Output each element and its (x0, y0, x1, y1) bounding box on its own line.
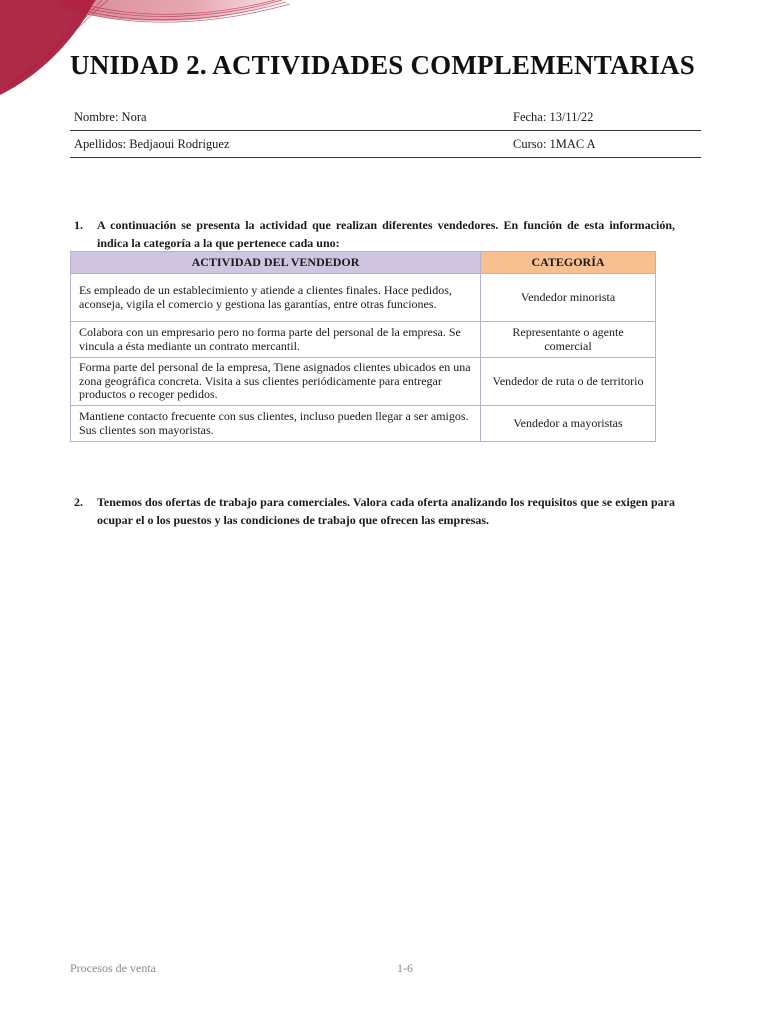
question-2 (70, 493, 675, 529)
activity-cell: Mantiene contacto frecuente con sus clientes, incluso pueden llegar a ser amigos. Sus clientes son mayoristas. (71, 406, 481, 442)
footer-page-number: 1-6 (397, 961, 413, 975)
table-row (71, 406, 656, 442)
category-cell: Vendedor minorista (481, 274, 656, 322)
question-number: 1. (74, 218, 83, 232)
category-cell: Vendedor a mayoristas (481, 406, 656, 442)
table-header-row (71, 252, 656, 274)
table-row (71, 274, 656, 322)
curso-field: Curso: 1MAC A (509, 131, 701, 158)
footer-course-name: Procesos de venta (70, 961, 156, 975)
activity-cell: Forma parte del personal de la empresa, Tiene asignados clientes ubicados en una zona geográfica concreta. Visita a sus clientes periódicamente para entregar productos o recoger pedidos. (71, 358, 481, 406)
category-cell: Representante o agente comercial (481, 322, 656, 358)
header-category: CATEGORÍA (481, 252, 656, 274)
activity-cell: Es empleado de un establecimiento y atiende a clientes finales. Hace pedidos, aconseja, vigila el comercio y gestiona las garantías, entre otras funciones. (71, 274, 481, 322)
fecha-field: Fecha: 13/11/22 (509, 104, 701, 131)
info-row (70, 104, 701, 131)
table-row (71, 358, 656, 406)
question-text: A continuación se presenta la actividad que realizan diferentes vendedores. En función de esta información, indica la categoría a la que pertenece cada uno: (97, 218, 675, 250)
student-info-table (70, 104, 701, 158)
question-text: Tenemos dos ofertas de trabajo para comerciales. Valora cada oferta analizando los requisitos que se exigen para ocupar el o los puestos y las condiciones de trabajo que ofrecen las empresas. (97, 495, 675, 527)
info-row (70, 131, 701, 158)
header-activity: ACTIVIDAD DEL VENDEDOR (71, 252, 481, 274)
activity-cell: Colabora con un empresario pero no forma parte del personal de la empresa. Se vincula a ésta mediante un contrato mercantil. (71, 322, 481, 358)
question-1 (70, 216, 675, 252)
nombre-field: Nombre: Nora (70, 104, 509, 131)
table-row (71, 322, 656, 358)
category-cell: Vendedor de ruta o de territorio (481, 358, 656, 406)
page-title: UNIDAD 2. ACTIVIDADES COMPLEMENTARIAS (70, 50, 695, 80)
question-number: 2. (74, 495, 83, 509)
apellidos-field: Apellidos: Bedjaoui Rodriguez (70, 131, 509, 158)
seller-activity-table (70, 251, 656, 442)
